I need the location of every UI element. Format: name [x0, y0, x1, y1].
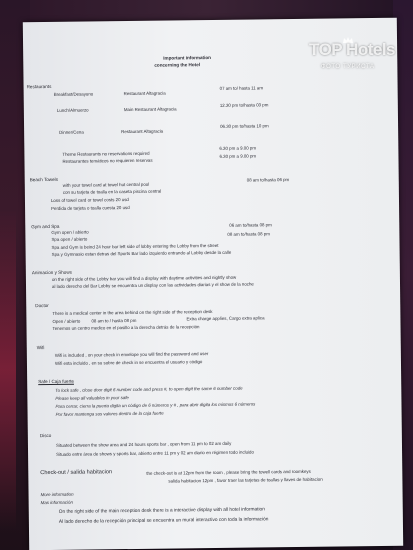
beach-line-1: with your towel card at towel hut central pool [62, 181, 150, 188]
gym-location-es: Spa y Gymnasio estan detras del Sports Bar lado izquierdo entrando al Lobby desde la calle [51, 249, 232, 257]
beach-line-2: con su tarjeta de toalla en la caseta piscina central [62, 188, 162, 195]
animation-en: on the right side of the Lobby bar you will find a display with daytime activities and nightly show [51, 274, 237, 282]
doctor-open-time: 08 am to / hasta 08 pm [91, 317, 137, 324]
checkout-es: salida habitacion 12pm , favor traer las tarjetas de toallas y llaves de habitacion [168, 476, 323, 484]
safe-line-2: Please keep all valuables in your safe [55, 395, 129, 401]
gym-open: Gym open / abierto [51, 229, 89, 235]
section-restaurants: Restaurants [26, 83, 52, 90]
checkout-en: the check-out is at 12pm from the room , please bring the towell cards and roomkeys [146, 468, 311, 476]
safe-line-4: Por favor mantenga sus valores dentro de la caja fuerte [55, 410, 164, 417]
watermark-subtitle: ФОТО ТУРИСТА [321, 64, 375, 70]
wifi-en: Wifi is included , on your check in envelope you will find the password and user [54, 351, 209, 358]
disco-en: Situated between the show area and 24 hours sports bar , open from 11 pm to 02 am daily [55, 440, 232, 448]
more-info-line-2: Al lado derecho de la recepción principal se encuentra un mural interactivo con toda la información [58, 517, 269, 525]
breakfast-label: Breakfast/Desayuno [53, 91, 94, 97]
section-wifi: Wifi [36, 345, 45, 351]
title-line-2: concerning the Hotel [154, 62, 201, 68]
beach-line-4: Perdida de tarjeta o toalla cuesta 20 usd [51, 205, 130, 211]
doctor-line-3: Tenemos un centro medico en el pasillo a la derecha detrás de la recepción [52, 324, 200, 331]
doctor-open-label: Open / abierto [52, 318, 81, 324]
tophotels-watermark [309, 40, 395, 80]
animation-es: al lado derecho del Bar Lobby se encuentra un display con las actividades diarias y el show de la noche [51, 281, 254, 289]
section-disco: Disco [39, 432, 52, 439]
lunch-place: Main Restaurant Altagracia [123, 106, 177, 113]
dinner-place: Restaurant Altagracia [121, 128, 164, 135]
safe-line-3: Para cerrar, cierra la puerta digita un código de 6 números y # , para abrir digita los mismos 6 números [55, 401, 256, 409]
section-doctor: Doctor [35, 303, 49, 309]
more-info-line-1: On the right side of the main reception desk there is a interactive display with all hotel information [58, 507, 265, 515]
theme-time-1: 6.30 pm a 9.00 pm [219, 145, 256, 151]
dinner-label: Dinner/Cena [59, 129, 84, 135]
breakfast-place: Restaurant Altagracia [123, 90, 166, 97]
information-sheet [23, 18, 403, 550]
background-left-accent [0, 210, 16, 530]
title-line-1: Important information [163, 55, 211, 61]
lunch-label: Lunch/Almuerzo [56, 107, 89, 113]
theme-time-2: 6.30 pm a 9.00 pm [219, 153, 257, 159]
theme-restaurants-en: Theme Restaurants no reservations required [62, 150, 150, 157]
theme-restaurants-es: Restaurantes temáticos no requieren reservas [62, 157, 153, 164]
lunch-time: 12.30 pm to/hasta 03 pm [219, 102, 269, 108]
watermark-brand: TOP Hotels [309, 40, 396, 59]
beach-time: 08 am to/hasta 06 pm [246, 177, 290, 183]
section-gym-spa: Gym and Spa [31, 223, 60, 230]
more-info-es: Mas información [40, 499, 73, 506]
beach-line-3: Loss of towel card or towel costs 20 usd [50, 197, 129, 203]
gym-location-en: Spa and Gym is beind 24 hour bar left side of lobby entering the Lobby from the street [51, 242, 219, 250]
section-checkout: Check-out / salida habitacion [40, 469, 113, 477]
doctor-line-1: There is a medical center in the area behind on the right side of the reception desk [52, 309, 213, 316]
section-safe: Safe / Caja fuerte [38, 378, 74, 385]
spa-time: 08 am to/hasta 08 pm [227, 231, 270, 237]
dinner-time: 06.30 pm to/hasta 10 pm [220, 123, 269, 129]
spa-open: Spa open / abierto [51, 236, 88, 242]
wifi-es: Wifi esta incluido , en su sobre de check in se encuentra el usuario y código [54, 359, 203, 366]
gym-time: 06 am to/hasta 08 pm [229, 222, 272, 228]
more-info-en: More information [40, 491, 74, 498]
breakfast-time: 07 am to/ hasta 11 am [219, 85, 264, 91]
disco-es: Situado entre área de shows y sports bar, abierto entre 11 pm y 02 am diario en régimen todo incluido [56, 449, 254, 457]
safe-line-1: To lock safe , close door digit 6 number code and press #, to open digit the same 6 number code [55, 385, 243, 393]
section-beach-towels: Beach Towels [29, 176, 59, 183]
doctor-extra-charge: Extra charge applies, Cargo extra aplica [186, 315, 265, 322]
section-animation: Animacion y Shows [31, 269, 72, 276]
